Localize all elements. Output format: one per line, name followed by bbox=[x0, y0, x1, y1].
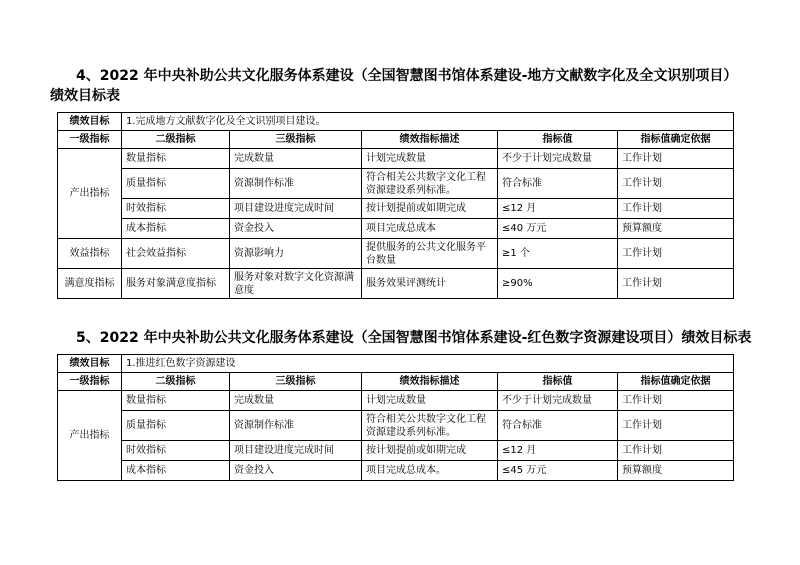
level2-cell: 质量指标 bbox=[122, 411, 230, 441]
description-cell: 按计划提前或如期完成 bbox=[362, 199, 498, 219]
table-row bbox=[58, 391, 734, 411]
level2-cell: 时效指标 bbox=[122, 441, 230, 461]
level3-cell: 项目建设进度完成时间 bbox=[230, 199, 362, 219]
header-description: 绩效指标描述 bbox=[362, 131, 498, 149]
basis-cell: 预算额度 bbox=[618, 461, 734, 481]
value-cell: ≤40 万元 bbox=[498, 219, 618, 239]
value-cell: ≤12 月 bbox=[498, 441, 618, 461]
header-row bbox=[58, 131, 734, 149]
level2-cell: 社会效益指标 bbox=[122, 239, 230, 269]
value-cell: ≤12 月 bbox=[498, 199, 618, 219]
level3-cell: 资源制作标准 bbox=[230, 169, 362, 199]
basis-cell: 工作计划 bbox=[618, 391, 734, 411]
value-cell: ≤45 万元 bbox=[498, 461, 618, 481]
basis-cell: 工作计划 bbox=[618, 169, 734, 199]
goal-label: 绩效目标 bbox=[58, 355, 122, 373]
header-level2: 二级指标 bbox=[122, 373, 230, 391]
level3-cell: 资源制作标准 bbox=[230, 411, 362, 441]
level1-cell: 产出指标 bbox=[58, 391, 122, 481]
description-cell: 计划完成数量 bbox=[362, 391, 498, 411]
level3-cell: 项目建设进度完成时间 bbox=[230, 441, 362, 461]
table-row bbox=[58, 199, 734, 219]
section4-table bbox=[57, 112, 734, 299]
table-row bbox=[58, 269, 734, 299]
level3-cell: 资源影响力 bbox=[230, 239, 362, 269]
value-cell: ≥1 个 bbox=[498, 239, 618, 269]
goal-text: 1.推进红色数字资源建设 bbox=[122, 355, 734, 373]
value-cell: 不少于计划完成数量 bbox=[498, 149, 618, 169]
goal-row bbox=[58, 113, 734, 131]
basis-cell: 工作计划 bbox=[618, 199, 734, 219]
header-description: 绩效指标描述 bbox=[362, 373, 498, 391]
level3-cell: 资金投入 bbox=[230, 461, 362, 481]
table-row bbox=[58, 239, 734, 269]
description-cell: 计划完成数量 bbox=[362, 149, 498, 169]
basis-cell: 工作计划 bbox=[618, 441, 734, 461]
header-level3: 三级指标 bbox=[230, 373, 362, 391]
level2-cell: 成本指标 bbox=[122, 461, 230, 481]
section4-title: 4、2022 年中央补助公共文化服务体系建设（全国智慧图书馆体系建设-地方文献数字化及全文识别项目）绩效目标表 bbox=[50, 68, 738, 104]
description-cell: 提供服务的公共文化服务平台数量 bbox=[362, 239, 498, 269]
table-row bbox=[58, 441, 734, 461]
value-cell: 符合标准 bbox=[498, 169, 618, 199]
description-cell: 项目完成总成本。 bbox=[362, 461, 498, 481]
value-cell: 不少于计划完成数量 bbox=[498, 391, 618, 411]
goal-row bbox=[58, 355, 734, 373]
level2-cell: 质量指标 bbox=[122, 169, 230, 199]
level1-cell: 效益指标 bbox=[58, 239, 122, 269]
header-row bbox=[58, 373, 734, 391]
level1-cell: 产出指标 bbox=[58, 149, 122, 239]
goal-label: 绩效目标 bbox=[58, 113, 122, 131]
basis-cell: 工作计划 bbox=[618, 239, 734, 269]
basis-cell: 预算额度 bbox=[618, 219, 734, 239]
level3-cell: 服务对象对数字文化资源满意度 bbox=[230, 269, 362, 299]
description-cell: 符合相关公共数字文化工程资源建设系列标准。 bbox=[362, 411, 498, 441]
section5-title: 5、2022 年中央补助公共文化服务体系建设（全国智慧图书馆体系建设-红色数字资源建设项目）绩效目标表 bbox=[76, 330, 752, 346]
level2-cell: 服务对象满意度指标 bbox=[122, 269, 230, 299]
value-cell: ≥90% bbox=[498, 269, 618, 299]
level2-cell: 成本指标 bbox=[122, 219, 230, 239]
section5-table bbox=[57, 354, 734, 481]
basis-cell: 工作计划 bbox=[618, 411, 734, 441]
header-level1: 一级指标 bbox=[58, 373, 122, 391]
header-level3: 三级指标 bbox=[230, 131, 362, 149]
level2-cell: 数量指标 bbox=[122, 149, 230, 169]
table-row bbox=[58, 219, 734, 239]
goal-text: 1.完成地方文献数字化及全文识别项目建设。 bbox=[122, 113, 734, 131]
description-cell: 符合相关公共数字文化工程资源建设系列标准。 bbox=[362, 169, 498, 199]
level3-cell: 资金投入 bbox=[230, 219, 362, 239]
description-cell: 服务效果评测统计 bbox=[362, 269, 498, 299]
header-basis: 指标值确定依据 bbox=[618, 373, 734, 391]
table-row bbox=[58, 461, 734, 481]
level2-cell: 数量指标 bbox=[122, 391, 230, 411]
header-basis: 指标值确定依据 bbox=[618, 131, 734, 149]
table-row bbox=[58, 411, 734, 441]
level3-cell: 完成数量 bbox=[230, 149, 362, 169]
description-cell: 项目完成总成本 bbox=[362, 219, 498, 239]
header-level2: 二级指标 bbox=[122, 131, 230, 149]
header-value: 指标值 bbox=[498, 373, 618, 391]
level1-cell: 满意度指标 bbox=[58, 269, 122, 299]
description-cell: 按计划提前或如期完成 bbox=[362, 441, 498, 461]
value-cell: 符合标准 bbox=[498, 411, 618, 441]
basis-cell: 工作计划 bbox=[618, 149, 734, 169]
header-value: 指标值 bbox=[498, 131, 618, 149]
header-level1: 一级指标 bbox=[58, 131, 122, 149]
table-row bbox=[58, 169, 734, 199]
level3-cell: 完成数量 bbox=[230, 391, 362, 411]
table-row bbox=[58, 149, 734, 169]
level2-cell: 时效指标 bbox=[122, 199, 230, 219]
basis-cell: 工作计划 bbox=[618, 269, 734, 299]
